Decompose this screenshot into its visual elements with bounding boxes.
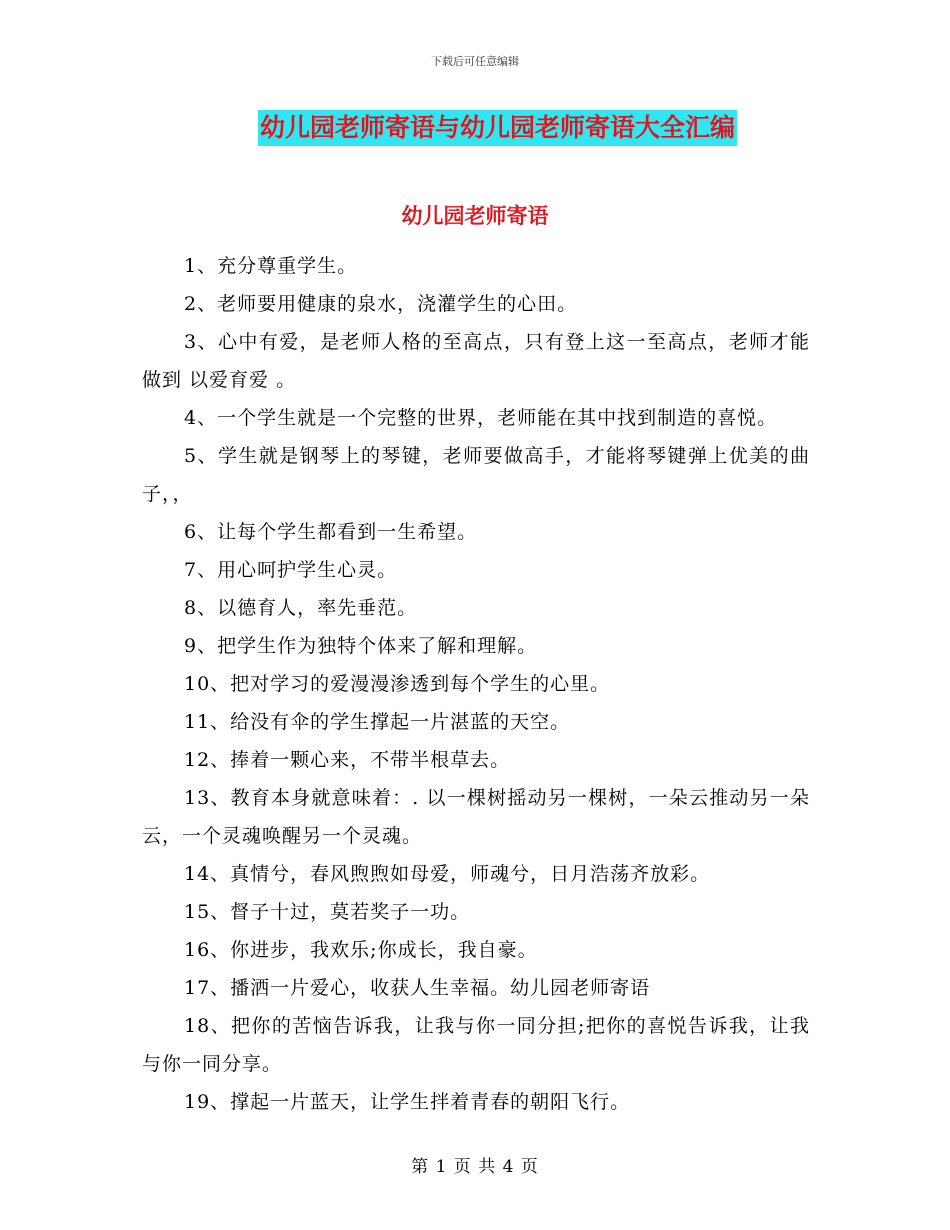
paragraph: 12、捧着一颗心来，不带半根草去。 <box>184 749 511 771</box>
paragraph: 10、把对学习的爱漫漫渗透到每个学生的心里。 <box>184 673 611 695</box>
paragraph: 11、给没有伞的学生撑起一片湛蓝的天空。 <box>184 711 571 733</box>
paragraph: 2、老师要用健康的泉水，浇灌学生的心田。 <box>184 293 578 315</box>
paragraph: 14、真情兮，春风煦煦如母爱，师魂兮，日月浩荡齐放彩。 <box>184 863 711 885</box>
paragraph: 8、以德育人，率先垂范。 <box>184 597 418 619</box>
paragraph: 18、把你的苦恼告诉我，让我与你一同分担;把你的喜悦告诉我，让我与你一同分享。 <box>142 1015 810 1075</box>
paragraph: 1、充分尊重学生。 <box>184 255 358 277</box>
paragraph: 3、心中有爱，是老师人格的至高点，只有登上这一至高点，老师才能做到 以爱育爱 。 <box>142 331 810 391</box>
paragraph: 15、督子十过，莫若奖子一功。 <box>184 901 471 923</box>
paragraph: 5、学生就是钢琴上的琴键，老师要做高手，才能将琴键弹上优美的曲子，， <box>142 445 810 505</box>
main-title: 幼儿园老师寄语与幼儿园老师寄语大全汇编 <box>258 110 737 146</box>
paragraph: 4、一个学生就是一个完整的世界，老师能在其中找到制造的喜悦。 <box>184 407 778 429</box>
paragraph: 7、用心呵护学生心灵。 <box>184 559 398 581</box>
paragraph: 17、播洒一片爱心，收获人生幸福。幼儿园老师寄语 <box>184 977 651 999</box>
page-footer: 第 1 页 共 4 页 <box>411 1157 539 1177</box>
paragraph: 6、让每个学生都看到一生希望。 <box>184 521 478 543</box>
paragraph: 19、撑起一片蓝天，让学生拌着青春的朝阳飞行。 <box>184 1091 631 1113</box>
paragraph: 16、你进步，我欢乐;你成长，我自豪。 <box>184 939 538 961</box>
main-title-wrap <box>0 110 950 146</box>
section-title: 幼儿园老师寄语 <box>401 204 549 228</box>
header-note: 下载后可任意编辑 <box>431 55 519 68</box>
paragraph: 9、把学生作为独特个体来了解和理解。 <box>184 635 538 657</box>
content-body <box>142 247 810 1121</box>
paragraph: 13、教育本身就意味着：. 以一棵树摇动另一棵树，一朵云推动另一朵云，一个灵魂唤醒另一个灵魂。 <box>142 787 810 847</box>
